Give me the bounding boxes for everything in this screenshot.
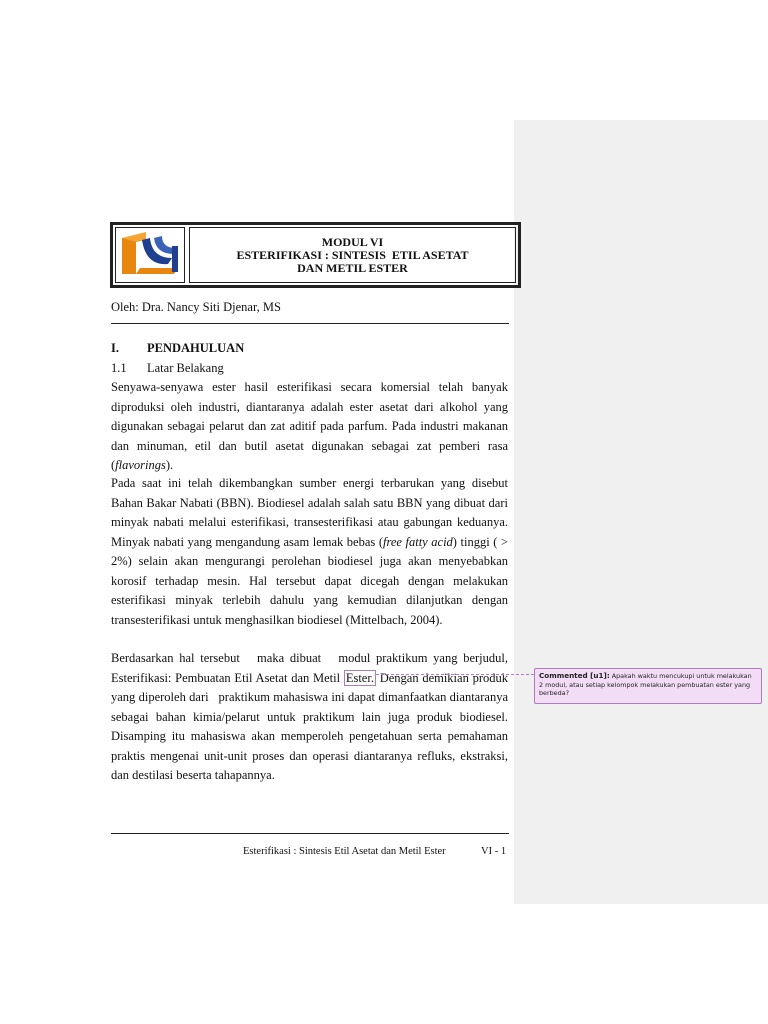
divider [111,323,509,324]
module-header [110,222,521,288]
subsection-number: 1.1 [111,361,127,375]
subsection-heading [111,361,224,376]
paragraph-2-text-end: ) tinggi ( > 2%) selain akan mengurangi perolehan biodiesel juga akan menyebabkan korosif terhadap mesin. Hal tersebut dapat dicegah dengan melakukan esterifikasi minyak terlebih dahulu yang kemudian dilanjutkan dengan transesterifikasi untuk menghasilkan biodiesel (Mittelbach, 2004). [111,534,508,627]
section-heading [111,341,244,356]
university-logo-icon [115,227,185,283]
subsection-title: Latar Belakang [147,361,224,375]
paragraph-1-italic: flavorings [115,458,166,472]
section-number: I. [111,341,119,355]
author-line: Oleh: Dra. Nancy Siti Djenar, MS [111,300,281,314]
section-title: PENDAHULUAN [147,341,245,355]
footer-divider [111,833,509,834]
paragraph-3-text-end: Dengan demikian produk yang diperoleh dari praktikum mahasiswa ini dapat dimanfaatkan diantaranya sebagai bahan kimia/pelarut untuk praktikum lain juga produk biodiesel. Disamping itu mahasiswa akan memperoleh pengetahuan serta pemahaman praktis mengenai unit-unit proses dan operasi diantaranya refluks, ekstraksi, dan destilasi beserta tahapannya. [111,670,512,782]
paragraph-1-text: Senyawa-senyawa ester hasil esterifikasi secara komersial telah banyak diproduksi oleh industri, diantaranya adalah ester asetat dari alkohol yang digunakan sebagai pelarut dan zat aditif pada parfum. Pada industri makanan dan minuman, etil dan butil asetat digunakan sebagai zat pemberi rasa ( [111,380,508,472]
footer-title: Esterifikasi : Sintesis Etil Asetat dan Metil Ester [243,846,446,857]
module-title-line1: MODUL VI [321,234,384,249]
paragraph-2-italic: free fatty acid [382,534,453,549]
module-title-line3: DAN METIL ESTER [297,260,408,275]
paragraph-1-text-end: ). [165,458,174,472]
module-title-line2: ESTERIFIKASI : SINTESIS ETIL ASETAT [236,247,469,262]
paragraph-3-text: Berdasarkan hal tersebut maka dibuat modul praktikum yang berjudul, Esterifikasi: Pembuatan Etil Asetat dan Metil [111,651,512,685]
comment-anchor-highlight[interactable]: Ester. [345,670,374,685]
comment-pane [514,120,768,904]
module-title [189,227,516,283]
paragraph-2 [111,474,508,630]
footer-page-number: VI - 1 [481,846,507,857]
comment-balloon[interactable] [534,668,762,704]
comment-text: Apakah waktu mencukupi untuk melakukan 2 modul, atau setiap kelompok melakukan pembuatan ester yang berbeda? [539,672,752,697]
comment-label: Commented [u1]: [539,671,610,680]
comment-leader-line [376,674,534,676]
paragraph-3 [111,649,512,786]
paragraph-1 [111,378,508,476]
paragraph-2-text: Pada saat ini telah dikembangkan sumber energi terbarukan yang disebut Bahan Bakar Nabati (BBN). Biodiesel adalah salah satu BBN yang dibuat dari minyak nabati melalui esterifikasi, transesterifikasi atau gabungan keduanya. Minyak nabati yang mengandung asam lemak bebas ( [111,476,508,549]
